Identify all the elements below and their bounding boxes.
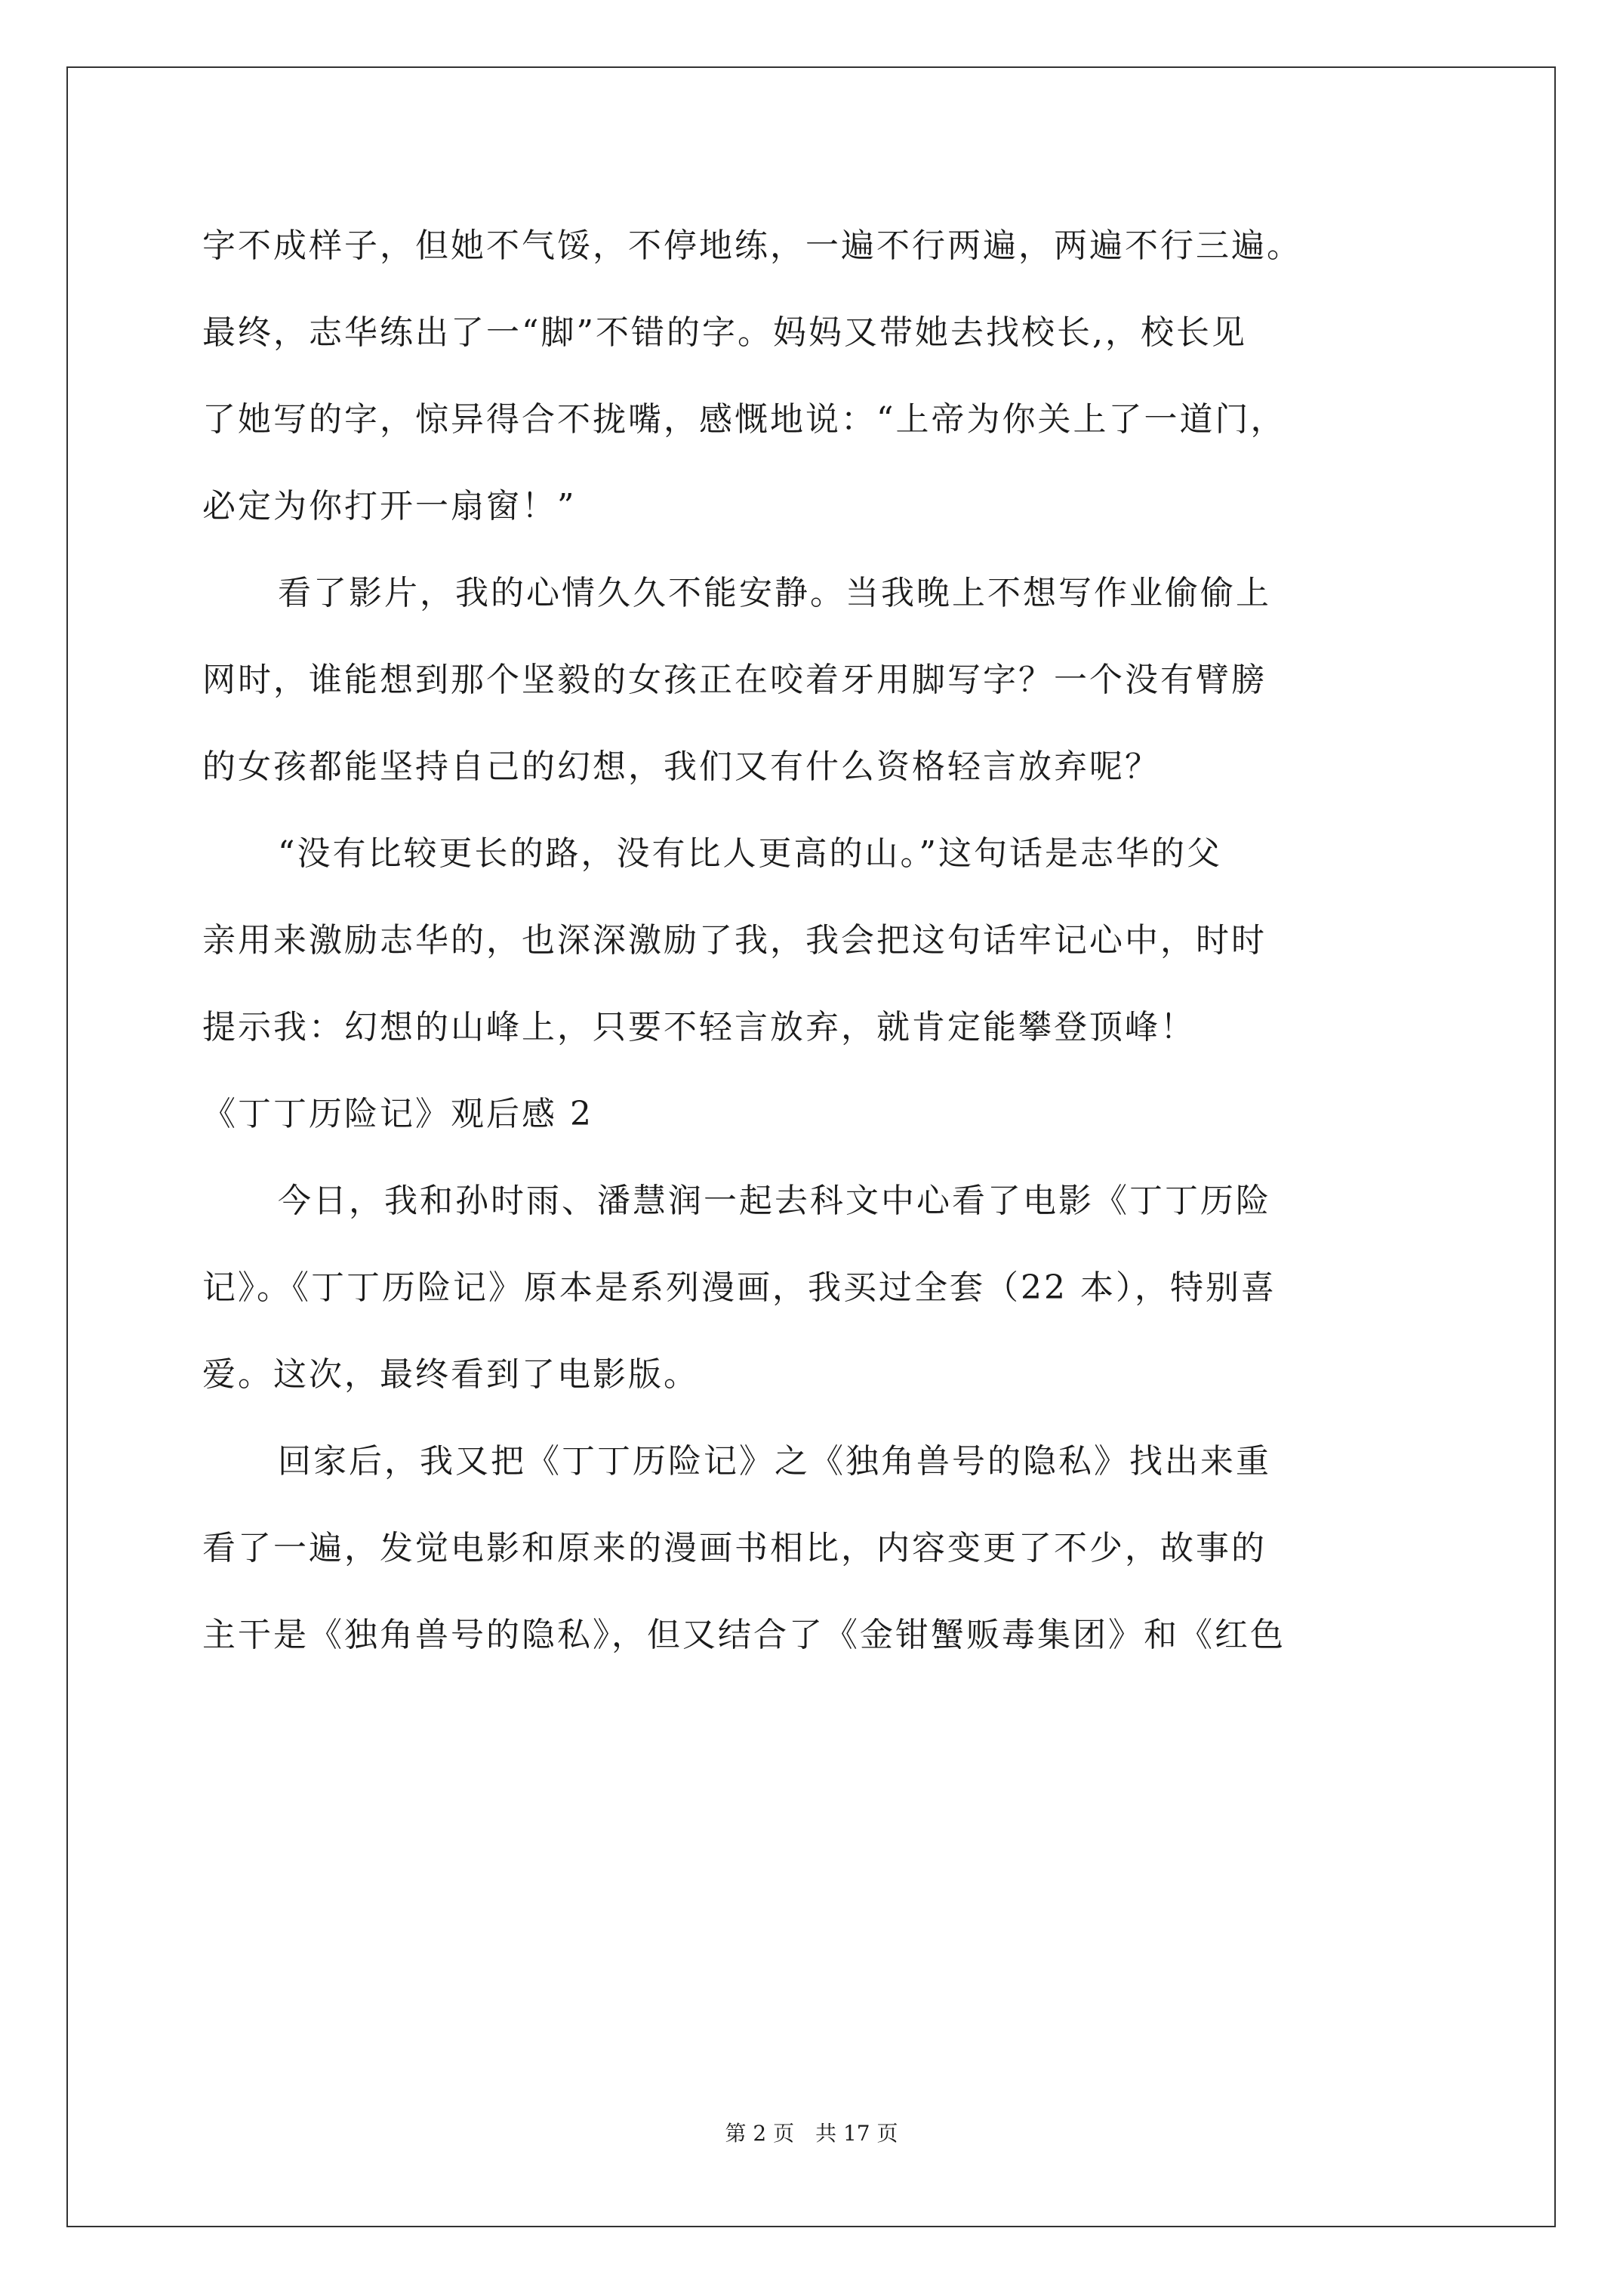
section-heading: 《丁丁历险记》观后感 2 [202,1095,593,1133]
paragraph-start-line: 今日，我和孙时雨、潘慧润一起去科文中心看了电影《丁丁历险 [278,1182,1271,1220]
paragraph-start-line: 回家后，我又把《丁丁历险记》之《独角兽号的隐私》找出来重 [278,1442,1271,1481]
text-line: 亲用来激励志华的，也深深激励了我，我会把这句话牢记心中，时时 [202,921,1267,960]
text-line: 最终，志华练出了一“脚”不错的字。妈妈又带她去找校长,，校长见 [202,313,1247,352]
text-line: 记》。《丁丁历险记》原本是系列漫画，我买过全套（22 本），特别喜 [202,1268,1277,1307]
page-footer: 第 2 页 共 17 页 [725,2121,898,2146]
document-body [202,202,1433,1678]
text-line: 提示我：幻想的山峰上，只要不轻言放弃，就肯定能攀登顶峰！ [202,1008,1196,1046]
paragraph-start-line: 看了影片，我的心情久久不能安静。当我晚上不想写作业偷偷上 [278,574,1271,612]
text-line: 了她写的字，惊异得合不拢嘴，感慨地说：“上帝为你关上了一道门， [202,400,1286,439]
text-line: 主干是《独角兽号的隐私》，但又结合了《金钳蟹贩毒集团》和《红色 [202,1616,1286,1654]
text-line: 字不成样子，但她不气馁，不停地练，一遍不行两遍，两遍不行三遍。 [202,227,1302,265]
text-line: 看了一遍，发觉电影和原来的漫画书相比，内容变更了不少，故事的 [202,1529,1267,1567]
text-line: 爱。这次，最终看到了电影版。 [202,1355,699,1394]
paragraph-start-line: “没有比较更长的路，没有比人更高的山。”这句话是志华的父 [278,834,1222,873]
text-line: 的女孩都能坚持自己的幻想，我们又有什么资格轻言放弃呢？ [202,747,1160,786]
text-line: 网时，谁能想到那个坚毅的女孩正在咬着牙用脚写字？一个没有臂膀 [202,661,1267,699]
text-line: 必定为你打开一扇窗！” [202,487,577,525]
